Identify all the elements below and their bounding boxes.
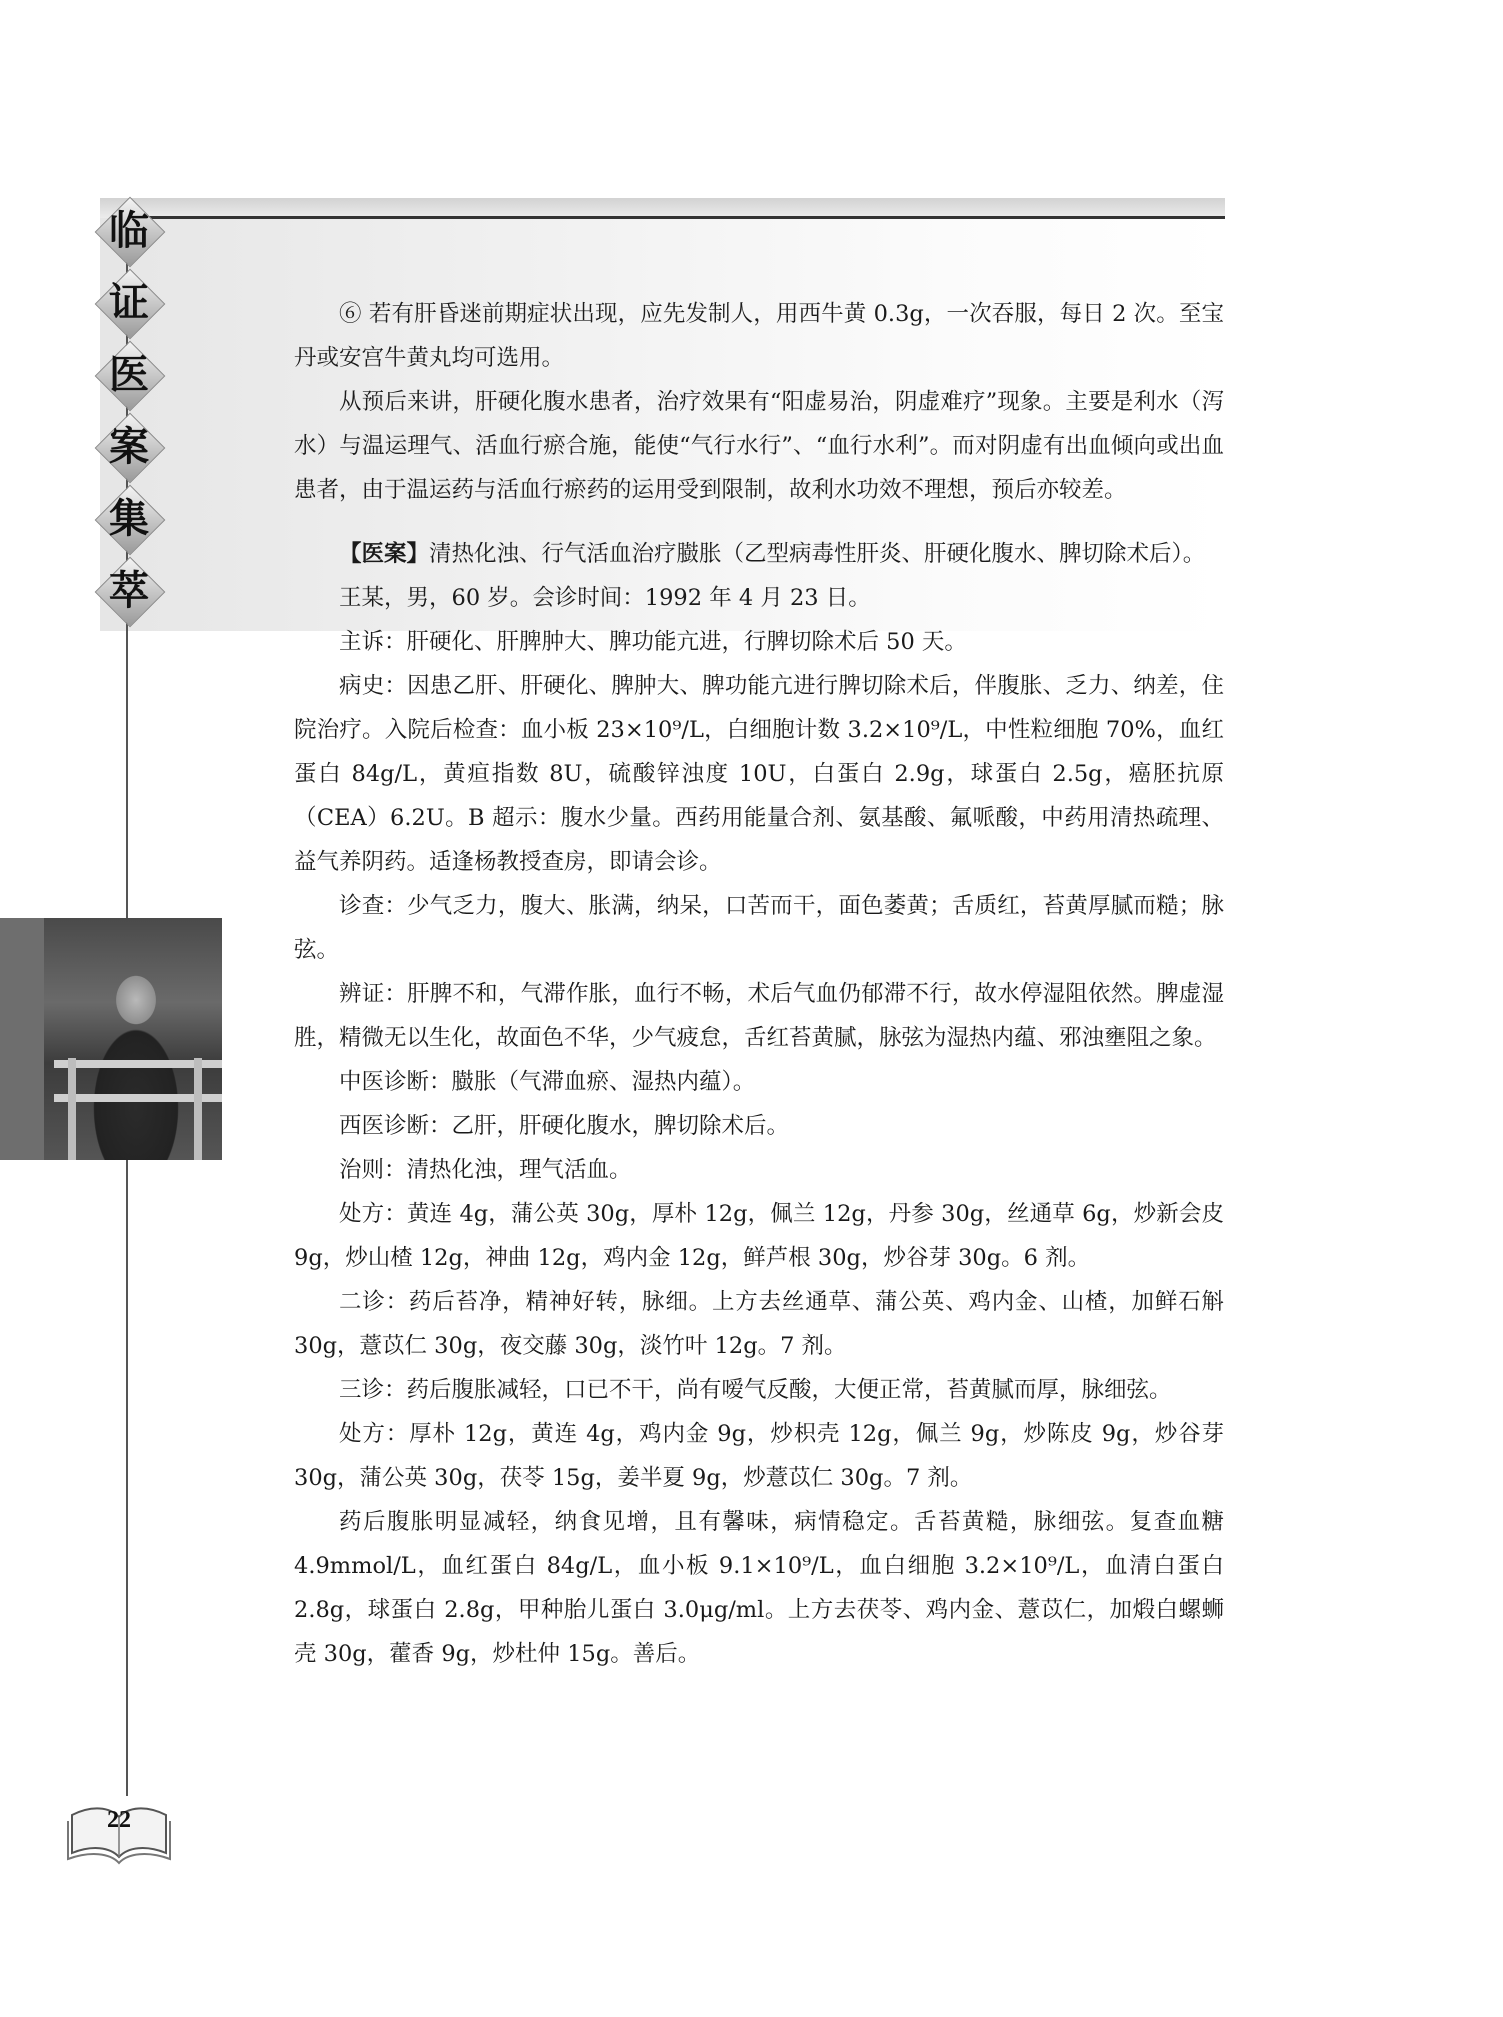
prescription-1: 处方：黄连 4g，蒲公英 30g，厚朴 12g，佩兰 12g，丹参 30g，丝通草 6g，炒新会皮 9g，炒山楂 12g，神曲 12g，鸡内金 12g，鲜芦根 30g，炒谷芽 30g。6 剂。 xyxy=(294,1201,1224,1271)
prescription-2: 处方：厚朴 12g，黄连 4g，鸡内金 9g，炒枳壳 12g，佩兰 9g，炒陈皮 9g，炒谷芽 30g，蒲公英 30g，茯苓 15g，姜半夏 9g，炒薏苡仁 30g。7 剂。 xyxy=(294,1421,1224,1491)
case-label: 【医案】 xyxy=(339,541,430,567)
body-text xyxy=(294,292,1224,1676)
intro-paragraph-1: ⑥ 若有肝昏迷前期症状出现，应先发制人，用西牛黄 0.3g，一次吞服，每日 2 次。至宝丹或安宫牛黄丸均可选用。 xyxy=(294,301,1224,371)
title-char-4: 案 xyxy=(96,414,162,480)
case-heading xyxy=(294,532,1224,576)
page-number: 22 xyxy=(107,1807,131,1833)
title-char-2: 证 xyxy=(96,270,162,336)
page-number-badge xyxy=(66,1795,172,1869)
header-rule xyxy=(128,216,1225,219)
examination: 诊查：少气乏力，腹大、胀满，纳呆，口苦而干，面色萎黄；舌质红，苔黄厚腻而糙；脉弦。 xyxy=(294,893,1224,963)
syndrome-differentiation: 辨证：肝脾不和，气滞作胀，血行不畅，术后气血仍郁滞不行，故水停湿阻依然。脾虚湿胜，精微无以生化，故面色不华，少气疲怠，舌红苔黄腻，脉弦为湿热内蕴、邪浊壅阻之象。 xyxy=(294,981,1224,1051)
title-char-3: 医 xyxy=(96,342,162,408)
western-diagnosis: 西医诊断：乙肝，肝硬化腹水，脾切除术后。 xyxy=(339,1113,790,1139)
portrait-photo xyxy=(44,918,222,1160)
tcm-diagnosis: 中医诊断：臌胀（气滞血瘀、湿热内蕴）。 xyxy=(339,1069,756,1095)
title-char-1: 临 xyxy=(96,198,162,264)
second-visit: 二诊：药后苔净，精神好转，脉细。上方去丝通草、蒲公英、鸡内金、山楂，加鲜石斛 30g，薏苡仁 30g，夜交藤 30g，淡竹叶 12g。7 剂。 xyxy=(294,1289,1224,1359)
chief-complaint: 主诉：肝硬化、肝脾肿大、脾功能亢进，行脾切除术后 50 天。 xyxy=(339,629,967,655)
third-visit: 三诊：药后腹胀减轻，口已不干，尚有嗳气反酸，大便正常，苔黄腻而厚，脉细弦。 xyxy=(339,1377,1172,1403)
title-char-6: 萃 xyxy=(96,558,162,624)
case-heading-text: 清热化浊、行气活血治疗臌胀（乙型病毒性肝炎、肝硬化腹水、脾切除术后）。 xyxy=(429,541,1206,567)
medical-history: 病史：因患乙肝、肝硬化、脾肿大、脾功能亢进行脾切除术后，伴腹胀、乏力、纳差，住院治疗。入院后检查：血小板 23×10⁹/L，白细胞计数 3.2×10⁹/L，中性粒细胞 70%，血红蛋白 84g/L，黄疸指数 8U，硫酸锌浊度 10U，白蛋白 2.9g，球蛋白 2.5g，癌胚抗原（CEA）6.2U。B 超示：腹水少量。西药用能量合剂、氨基酸、氟哌酸，中药用清热疏理、益气养阴药。适逢杨教授查房，即请会诊。 xyxy=(294,673,1224,875)
header-shade-bar xyxy=(100,198,1225,218)
treatment-principle: 治则：清热化浊，理气活血。 xyxy=(339,1157,632,1183)
outcome: 药后腹胀明显减轻，纳食见增，且有馨味，病情稳定。舌苔黄糙，脉细弦。复查血糖 4.9mmol/L，血红蛋白 84g/L，血小板 9.1×10⁹/L，血白细胞 3.2×10⁹/L，血清白蛋白 2.8g，球蛋白 2.8g，甲种胎儿蛋白 3.0μg/ml。上方去茯苓、鸡内金、薏苡仁，加煅白螺蛳壳 30g，藿香 9g，炒杜仲 15g。善后。 xyxy=(294,1509,1224,1667)
intro-paragraph-2: 从预后来讲，肝硬化腹水患者，治疗效果有“阳虚易治，阴虚难疗”现象。主要是利水（泻水）与温运理气、活血行瘀合施，能使“气行水行”、“血行水利”。而对阴虚有出血倾向或出血患者，由于温运药与活血行瘀药的运用受到限制，故利水功效不理想，预后亦较差。 xyxy=(294,389,1224,503)
title-char-5: 集 xyxy=(96,486,162,552)
book-title-vertical xyxy=(96,198,162,630)
patient-info: 王某，男，60 岁。会诊时间：1992 年 4 月 23 日。 xyxy=(339,585,871,611)
